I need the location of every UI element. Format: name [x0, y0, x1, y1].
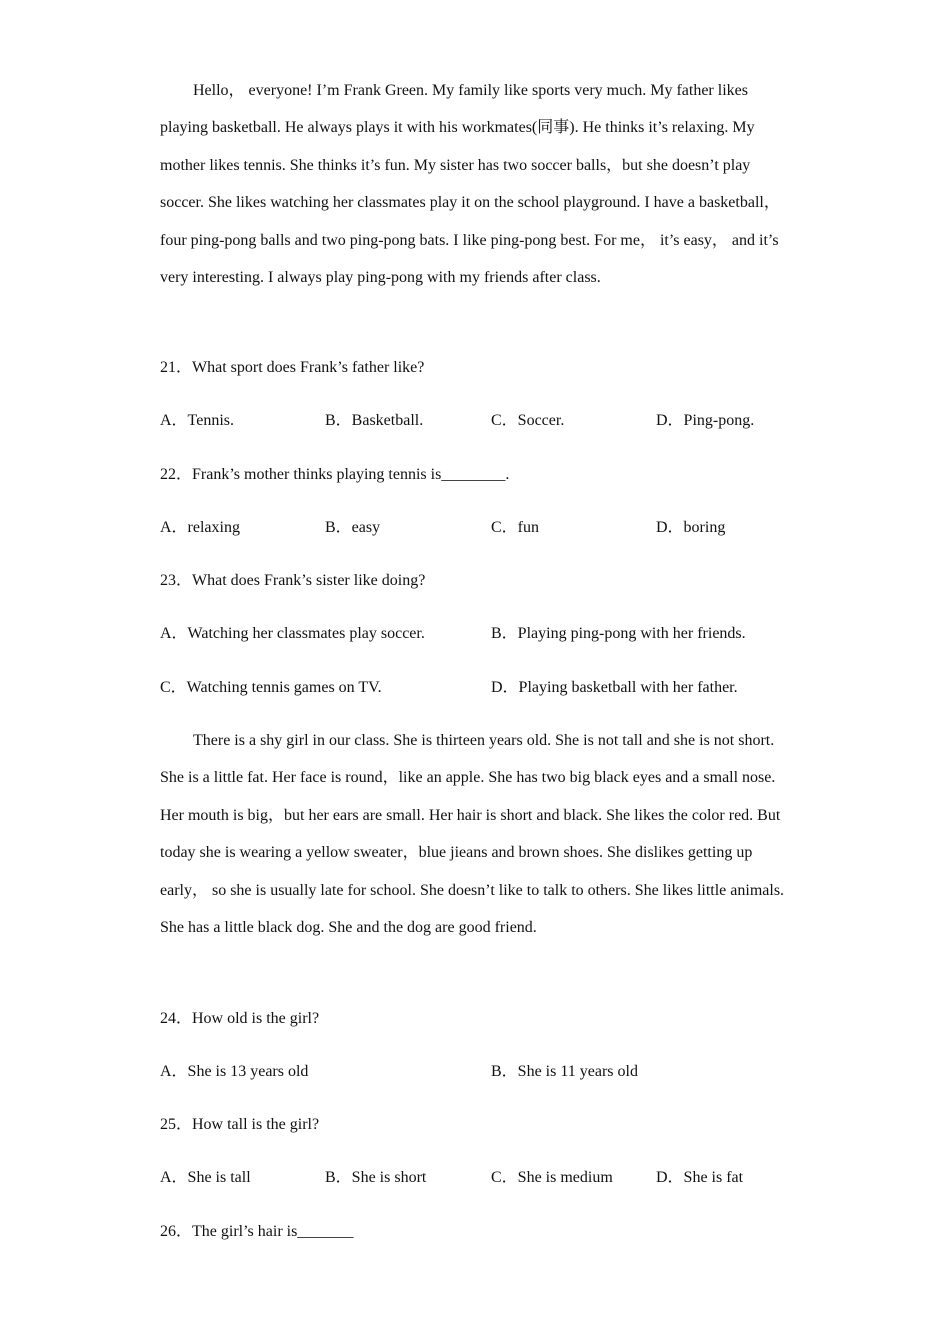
q22-option-c: C．fun [491, 519, 540, 536]
q23-option-a: A．Watching her classmates play soccer. [160, 625, 425, 642]
q21-option-d: D．Ping-pong. [656, 412, 755, 429]
q21-option-a: A．Tennis. [160, 412, 234, 429]
q22-option-d: D．boring [656, 519, 726, 536]
question-22-stem: 22．Frank’s mother thinks playing tennis is________. [160, 466, 510, 483]
question-21-stem: 21．What sport does Frank’s father like? [160, 359, 425, 376]
q22-option-b: B．easy [325, 519, 381, 536]
q25-option-d: D．She is fat [656, 1169, 744, 1186]
q23-option-b: B．Playing ping-pong with her friends. [491, 625, 746, 642]
q21-option-b: B．Basketball. [325, 412, 424, 429]
question-24-stem: 24．How old is the girl? [160, 1010, 320, 1027]
q22-option-a: A．relaxing [160, 519, 240, 536]
q25-option-c: C．She is medium [491, 1169, 613, 1186]
passage-2-text: There is a shy girl in our class. She is thirteen years old. She is not tall and she is not short. She is a little fat. Her face is round，like an apple. She has two big black eyes and a small nose. Her mouth is big，but her ears are small. Her hair is short and black. She likes the color red. But today she is wearing a yellow sweater，blue jieans and brown shoes. She dislikes getting up early， so she is usually late for school. She doesn’t like to talk to others. She likes little animals. She has a little black dog. She and the dog are good friend. [160, 732, 785, 937]
q25-option-a: A．She is tall [160, 1169, 251, 1186]
question-25-stem: 25．How tall is the girl? [160, 1116, 320, 1133]
q24-option-b: B．She is 11 years old [491, 1063, 638, 1080]
question-23-stem: 23．What does Frank’s sister like doing? [160, 572, 426, 589]
passage-1 [160, 72, 790, 296]
passage-2 [160, 722, 790, 946]
q23-option-c: C．Watching tennis games on TV. [160, 679, 382, 696]
question-26-stem: 26．The girl’s hair is_______ [160, 1223, 354, 1240]
q23-option-d: D．Playing basketball with her father. [491, 679, 738, 696]
q24-option-a: A．She is 13 years old [160, 1063, 309, 1080]
q21-option-c: C．Soccer. [491, 412, 565, 429]
passage-1-text: Hello， everyone! I’m Frank Green. My family like sports very much. My father likes playing basketball. He always plays it with his workmates(同事). He thinks it’s relaxing. My mother likes tennis. She thinks it’s fun. My sister has two soccer balls，but she doesn’t play soccer. She likes watching her classmates play it on the school playground. I have a basketball， four ping-pong balls and two ping-pong bats. I like ping-pong best. For me， it’s easy， and it’s very interesting. I always play ping-pong with my friends after class. [160, 82, 780, 287]
q25-option-b: B．She is short [325, 1169, 427, 1186]
